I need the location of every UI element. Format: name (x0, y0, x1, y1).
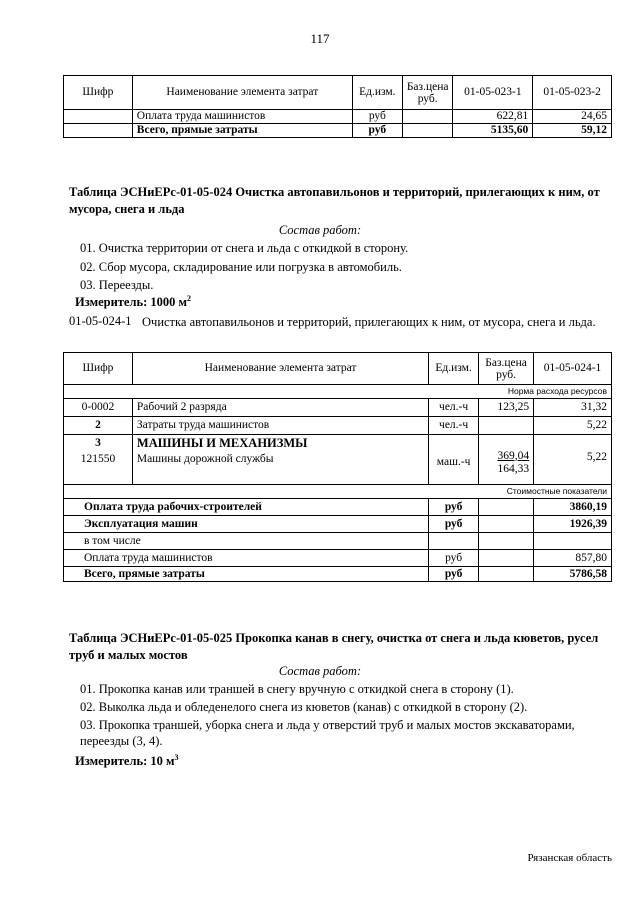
section-title-01-05-024: Таблица ЭСНиЕРс-01-05-024 Очистка автопавильонов и территорий, прилегающих к ним, от мусора, снега и льда (69, 185, 600, 216)
norm-description: Очистка автопавильонов и территорий, прилегающих к ним, от мусора, снега и льда. (142, 315, 596, 329)
norm-label: Норма расхода ресурсов (64, 385, 612, 399)
composition-label: Состав работ: (278, 664, 362, 678)
composition-label: Состав работ: (278, 223, 362, 237)
section-title-01-05-025: Таблица ЭСНиЕРс-01-05-025 Прокопка канав в снегу, очистка от снега и льда кюветов, русел труб и малых мостов (69, 631, 599, 662)
region-footer: Рязанская область (527, 852, 612, 864)
header-unit: Ед.изм. (352, 76, 402, 110)
table-row: в том числе (64, 533, 612, 550)
table-row: Всего, прямые затраты руб 5786,58 (64, 567, 612, 582)
work-item: 02. Сбор мусора, складирование или погрузка в автомобиль. (80, 260, 402, 274)
header-base-price: Баз.цена руб. (479, 353, 534, 385)
work-item: 01. Очистка территории от снега и льда с откидкой в сторону. (80, 241, 409, 255)
header-name: Наименование элемента затрат (132, 353, 428, 385)
header-name: Наименование элемента затрат (132, 76, 352, 110)
table-01-05-024 (63, 352, 612, 582)
table-row: Эксплуатация машин руб 1926,39 (64, 516, 612, 533)
norm-code: 01-05-024-1 (69, 314, 132, 328)
header-code: Шифр (64, 76, 133, 110)
table-row: Оплата труда машинистов руб 622,81 24,65 (64, 110, 612, 124)
header-col2: 01-05-023-2 (533, 76, 612, 110)
work-item: 02. Выколка льда и обледенелого снега из кюветов (канав) с откидкой в сторону (2). (80, 700, 528, 714)
table-01-05-023 (63, 75, 612, 138)
table-row: 0-0002 Рабочий 2 разряда чел.-ч 123,25 31,32 (64, 399, 612, 417)
header-col1: 01-05-023-1 (453, 76, 533, 110)
table-row: Всего, прямые затраты руб 5135,60 59,12 (64, 124, 612, 138)
measure-unit: Измеритель: 10 $м^3$ (75, 753, 179, 769)
header-base-price: Баз.цена руб. (402, 76, 453, 110)
work-item: 01. Прокопка канав или траншей в снегу вручную с откидкой снега в сторону (1). (80, 682, 514, 696)
page-number: 117 (310, 31, 330, 46)
measure-unit: Измеритель: 1000 $м^2$ (75, 294, 192, 310)
table-row: Оплата труда рабочих-строителей руб 3860,19 (64, 499, 612, 516)
work-item: 03. Переезды. (80, 278, 154, 292)
header-code: Шифр (64, 353, 133, 385)
work-item: 03. Прокопка траншей, уборка снега и льда у отверстий труб и малых мостов экскаваторами, переезды (3, 4). (80, 718, 575, 748)
table-row: 3 121550 МАШИНЫ И МЕХАНИЗМЫ Машины дорожной службы маш.-ч 369,04 164,33 5,22 (64, 435, 612, 485)
header-col1: 01-05-024-1 (534, 353, 612, 385)
cost-label: Стоимостные показатели (64, 485, 612, 499)
table-row: Оплата труда машинистов руб 857,80 (64, 550, 612, 567)
table-row: 2 Затраты труда машинистов чел.-ч 5,22 (64, 417, 612, 435)
header-unit: Ед.изм. (429, 353, 479, 385)
